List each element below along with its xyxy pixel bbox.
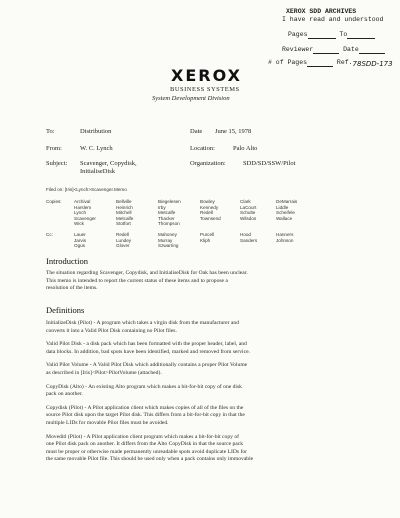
cc-column — [116, 232, 131, 249]
cc-column — [158, 232, 178, 249]
xerox-logo: XEROX — [171, 66, 242, 85]
definition-paragraph — [46, 405, 394, 428]
body-line: one Pilot disk pack on another. It differs from the Alto CopyDisk in that the source pack — [46, 441, 244, 448]
definitions-body — [46, 320, 394, 470]
distribution-name: Johnson — [276, 237, 294, 243]
body-line: Valid Pilot Disk - a disk pack which has been formatted with the proper header, label, and — [46, 341, 247, 348]
distribution-name: Metcalfe — [158, 210, 176, 216]
distribution-name: Thacker — [158, 215, 175, 221]
definition-paragraph — [46, 384, 394, 399]
definition-paragraph — [46, 362, 394, 377]
definition-paragraph — [46, 341, 394, 356]
from-value: W. C. Lynch — [80, 145, 113, 152]
cc-column — [240, 232, 257, 243]
stamp-to-label: To — [339, 31, 348, 38]
copies-column — [74, 199, 96, 227]
body-line: must be proper or otherwise made permanently unreadable spots avoid duplicate LIDs for — [46, 448, 248, 455]
subject-row — [46, 160, 137, 167]
distribution-name: Bowley — [200, 199, 215, 204]
distribution-name: Lynch — [74, 210, 87, 216]
distribution-name: Redell — [200, 210, 214, 216]
distribution-name: Clark — [240, 199, 251, 204]
introduction-body — [46, 270, 394, 293]
stamp-ref-row — [268, 59, 395, 67]
distribution-name: Mitchell — [116, 210, 132, 216]
distribution-name: Harslem — [74, 204, 92, 210]
body-line: data blocks. In addition, bad spots have been identified, marked and removed from service. — [46, 348, 250, 355]
distribution-name: Wick — [74, 221, 84, 227]
stamp-to-blank — [347, 31, 375, 39]
stamp-date-blank — [359, 46, 385, 54]
body-line: CopyDisk (Alto) - An existing Alto program which makes a bit-for-bit copy of one disk — [46, 383, 242, 390]
to-label: To: — [46, 128, 55, 135]
stamp-line1: I have read and understood — [282, 16, 384, 23]
copies-column — [240, 199, 256, 221]
copies-label: Copies: — [46, 199, 62, 204]
distribution-name: Biegelesen — [158, 199, 181, 204]
distribution-name: Kennedy — [200, 204, 219, 210]
cc-column — [200, 232, 214, 243]
cc-column — [74, 232, 86, 249]
distribution-name: Ogus — [74, 243, 85, 249]
distribution-name: Sanders — [240, 237, 258, 243]
body-line: Copydisk (Pilot) - A Pilot application client which makes copies of all of the files on the — [46, 404, 244, 411]
body-line: converts it into a Valid Pilot Disk containing no Pilot files. — [46, 327, 177, 334]
stamp-reviewer-blank — [313, 46, 339, 54]
copies-column — [158, 199, 181, 227]
cc-label: Cc: — [46, 232, 53, 237]
distribution-name: Lauer — [74, 232, 86, 237]
distribution-name: Hanners — [276, 232, 294, 237]
stamp-pages-blank — [308, 31, 336, 39]
subject-value-1: Scavenger, Copydisk, — [80, 160, 137, 167]
location-row — [190, 145, 257, 152]
distribution-name: Jarvis — [74, 237, 86, 243]
distribution-name: Bellville — [116, 199, 132, 204]
copies-column — [276, 199, 297, 221]
stamp-num-pages-blank — [307, 59, 333, 67]
body-line: Moveditl (Pilot) - A Pilot application client program which makes a bit-for-bit copy of — [46, 433, 239, 440]
stamp-pages-row — [288, 31, 375, 39]
distribution-name: Wilsdon — [240, 215, 257, 221]
body-line: Valid Pilot Volume - A Valid Pilot Disk which additionally contains a proper Pilot Volume — [46, 362, 248, 369]
distribution-name: Lundey — [116, 237, 132, 243]
stamp-ref-label: Ref. — [336, 59, 353, 66]
body-line: the same movable Pilot file. This should be used only when a pack contains only immovable — [46, 456, 254, 463]
body-line: The situation regarding Scavenger, Copydisk, and InitialiseDisk for Oak has been unclear. — [46, 270, 248, 276]
subject-value-2: InitialiseDisk — [80, 168, 116, 175]
definitions-heading: Definitions — [46, 305, 85, 315]
body-line: multiple LIDs for movable Pilot files must be avoided. — [46, 419, 169, 426]
body-line: resolution of the items. — [46, 285, 98, 292]
distribution-name: Irby — [158, 204, 166, 210]
distribution-name: Liddle — [276, 204, 289, 210]
copies-column — [116, 199, 133, 227]
subject-label: Subject: — [46, 160, 68, 167]
distribution-name: Thompson — [158, 221, 180, 227]
filed-on: Filed on: [Iris]<Lynch>Scavenger.Memo — [46, 187, 127, 192]
distribution-name: Metcalfe — [116, 215, 134, 221]
date-value: June 15, 1978 — [215, 128, 252, 135]
to-value: Distribution — [80, 128, 112, 135]
org-label: Organization: — [190, 160, 226, 167]
distribution-name: Kliph — [200, 237, 211, 243]
location-label: Location: — [190, 145, 215, 152]
stamp-ref-value: 78SDD-173 — [352, 60, 393, 68]
stamp-num-pages-label: # of Pages — [268, 59, 308, 66]
body-line: pack on another. — [46, 391, 83, 398]
body-line: This memo is intended to report the current status of these items and to propose a — [46, 277, 228, 284]
introduction-heading: Introduction — [46, 256, 89, 266]
archive-stamp — [286, 8, 356, 16]
distribution-name: Szwarring — [158, 243, 179, 249]
distribution-name: Townsend — [200, 215, 221, 221]
distribution-name: Scavenger — [74, 215, 96, 221]
date-label: Date — [190, 128, 203, 135]
stamp-reviewer-label: Reviewer — [282, 46, 314, 53]
body-line: source Pilot disk upon the target Pilot disk. This differs from a bit-for-bit copy in that the — [46, 412, 245, 419]
distribution-name: Murray — [158, 237, 173, 243]
org-row — [190, 160, 295, 167]
stamp-title: XEROX SDD ARCHIVES — [286, 8, 357, 15]
stamp-ref-field — [353, 60, 395, 67]
body-line: InitializeDisk (Pilot) - A program which takes a virgin disk from the manufacturer and — [46, 320, 239, 326]
distribution-name: Wallace — [276, 215, 293, 221]
distribution-name: LaCourt — [240, 204, 257, 210]
stamp-reviewer-row — [282, 46, 385, 54]
distribution-name: Stotfort — [116, 221, 131, 227]
distribution-name: Schulte — [240, 210, 256, 216]
stamp-pages-label: Pages — [288, 31, 308, 38]
company-name: BUSINESS SYSTEMS — [170, 86, 240, 93]
from-row — [46, 145, 113, 152]
location-value: Palo Alto — [233, 145, 258, 152]
division-name: System Development Division — [152, 95, 230, 102]
distribution-name: Hood — [240, 232, 251, 237]
copies-column — [200, 199, 221, 221]
distribution-name: Scheifele — [276, 210, 295, 216]
distribution-name: Glover — [116, 243, 130, 249]
from-label: From: — [46, 145, 62, 152]
definition-paragraph — [46, 434, 394, 464]
distribution-name: Purcell — [200, 232, 215, 237]
distribution-name: Heinrich — [116, 204, 133, 210]
distribution-name: Archival — [74, 199, 91, 204]
distribution-name: DeMarrais — [276, 199, 298, 204]
distribution-name: Redell — [116, 232, 130, 237]
to-row — [46, 128, 111, 135]
stamp-date-label: Date — [343, 46, 359, 53]
cc-column — [276, 232, 293, 243]
date-row — [190, 128, 251, 135]
distribution-name: Mahoney — [158, 232, 177, 237]
definition-paragraph — [46, 320, 394, 335]
org-value: SDD/SD/SSW/Pilot — [243, 160, 296, 167]
body-line: as described in [Iris]<Pilot>PilotVolume (attached). — [46, 369, 162, 376]
